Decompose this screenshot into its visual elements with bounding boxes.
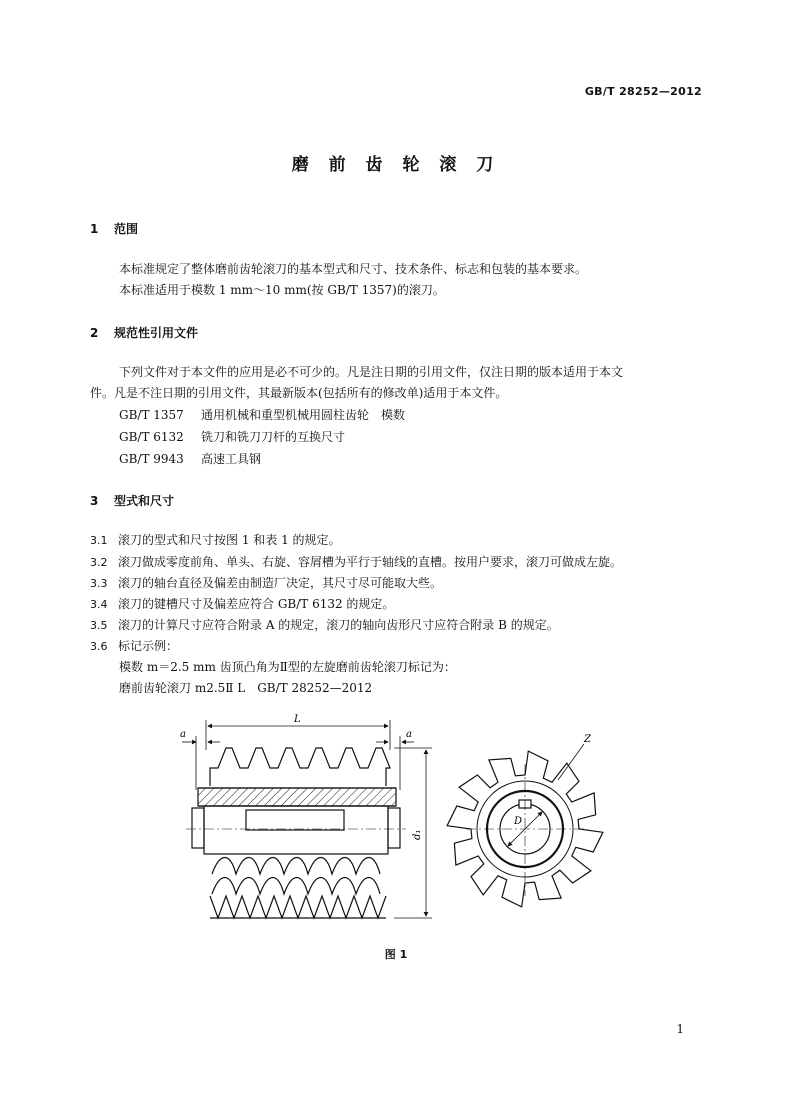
scope-paragraph-1: 本标准规定了整体磨前齿轮滚刀的基本型式和尺寸、技术条件、标志和包装的基本要求。: [119, 262, 588, 276]
clause-number: 3.1: [90, 534, 108, 547]
section-title: 型式和尺寸: [114, 494, 175, 508]
label-Z: Z: [584, 734, 591, 745]
label-a-left: a: [180, 729, 186, 740]
clause-number: 3.5: [90, 619, 108, 632]
clause-number: 3.3: [90, 577, 108, 590]
clause-text: 滚刀的轴台直径及偏差由制造厂决定，其尺寸尽可能取大些。: [118, 576, 443, 590]
reference-title: 通用机械和重型机械用圆柱齿轮 模数: [201, 408, 406, 422]
clause-3-3: [90, 573, 442, 594]
clause-number: 3.4: [90, 598, 108, 611]
section-number: 3: [90, 494, 99, 508]
page-number: 1: [676, 1022, 684, 1036]
section-2-heading: [90, 324, 198, 341]
normative-intro-line-1: 下列文件对于本文件的应用是必不可少的。凡是注日期的引用文件，仅注日期的版本适用于本文: [119, 365, 624, 379]
reference-item: [119, 405, 405, 425]
dimension-a-left: [182, 736, 220, 790]
section-1-heading: [90, 220, 138, 237]
hob-side-view: [186, 748, 406, 918]
reference-code: GB/T 1357: [119, 408, 184, 422]
reference-code: GB/T 6132: [119, 430, 184, 444]
reference-code: GB/T 9943: [119, 452, 184, 466]
clause-text: 滚刀的键槽尺寸及偏差应符合 GB/T 6132 的规定。: [118, 597, 395, 611]
reference-item: [119, 427, 345, 447]
reference-title: 高速工具钢: [201, 452, 262, 466]
section-3-heading: [90, 492, 174, 509]
figure-1-hob-drawing: [160, 706, 640, 936]
label-D: D: [514, 816, 523, 827]
document-title: 磨 前 齿 轮 滚 刀: [291, 155, 501, 175]
section-title: 规范性引用文件: [114, 326, 199, 340]
clause-text: 滚刀做成零度前角、单头、右旋、容屑槽为平行于轴线的直槽。按用户要求，滚刀可做成左旋。: [118, 555, 623, 569]
reference-title: 铣刀和铣刀刀杆的互换尺寸: [201, 430, 346, 444]
clause-3-1: [90, 530, 341, 551]
clause-text: 标记示例：: [118, 639, 179, 653]
section-number: 1: [90, 222, 99, 236]
clause-number: 3.2: [90, 556, 108, 569]
clause-3-2: [90, 552, 622, 573]
section-title: 范围: [114, 222, 139, 236]
clause-text: 滚刀的型式和尺寸按图 1 和表 1 的规定。: [118, 533, 341, 547]
section-number: 2: [90, 326, 99, 340]
marking-example: 磨前齿轮滚刀 m2.5Ⅱ L GB/T 28252—2012: [119, 681, 373, 695]
label-L: L: [294, 714, 301, 725]
label-a-right: a: [406, 729, 412, 740]
label-d1: d₁: [412, 829, 423, 840]
marking-example-description: 模数 m＝2.5 mm 齿顶凸角为Ⅱ型的左旋磨前齿轮滚刀标记为：: [119, 660, 456, 674]
dimension-a-right: [376, 736, 414, 790]
figure-caption: 图 1: [384, 948, 408, 961]
scope-paragraph-2: 本标准适用于模数 1 mm～10 mm(按 GB/T 1357)的滚刀。: [119, 283, 445, 297]
standard-number: GB/T 28252—2012: [584, 85, 702, 98]
clause-number: 3.6: [90, 640, 108, 653]
reference-item: [119, 449, 261, 469]
clause-text: 滚刀的计算尺寸应符合附录 A 的规定，滚刀的轴向齿形尺寸应符合附录 B 的规定。: [118, 618, 559, 632]
normative-intro-line-2: 件。凡是不注日期的引用文件，其最新版本(包括所有的修改单)适用于本文件。: [90, 386, 508, 400]
clause-3-4: [90, 594, 394, 615]
clause-3-5: [90, 615, 559, 636]
clause-3-6: [90, 636, 178, 657]
